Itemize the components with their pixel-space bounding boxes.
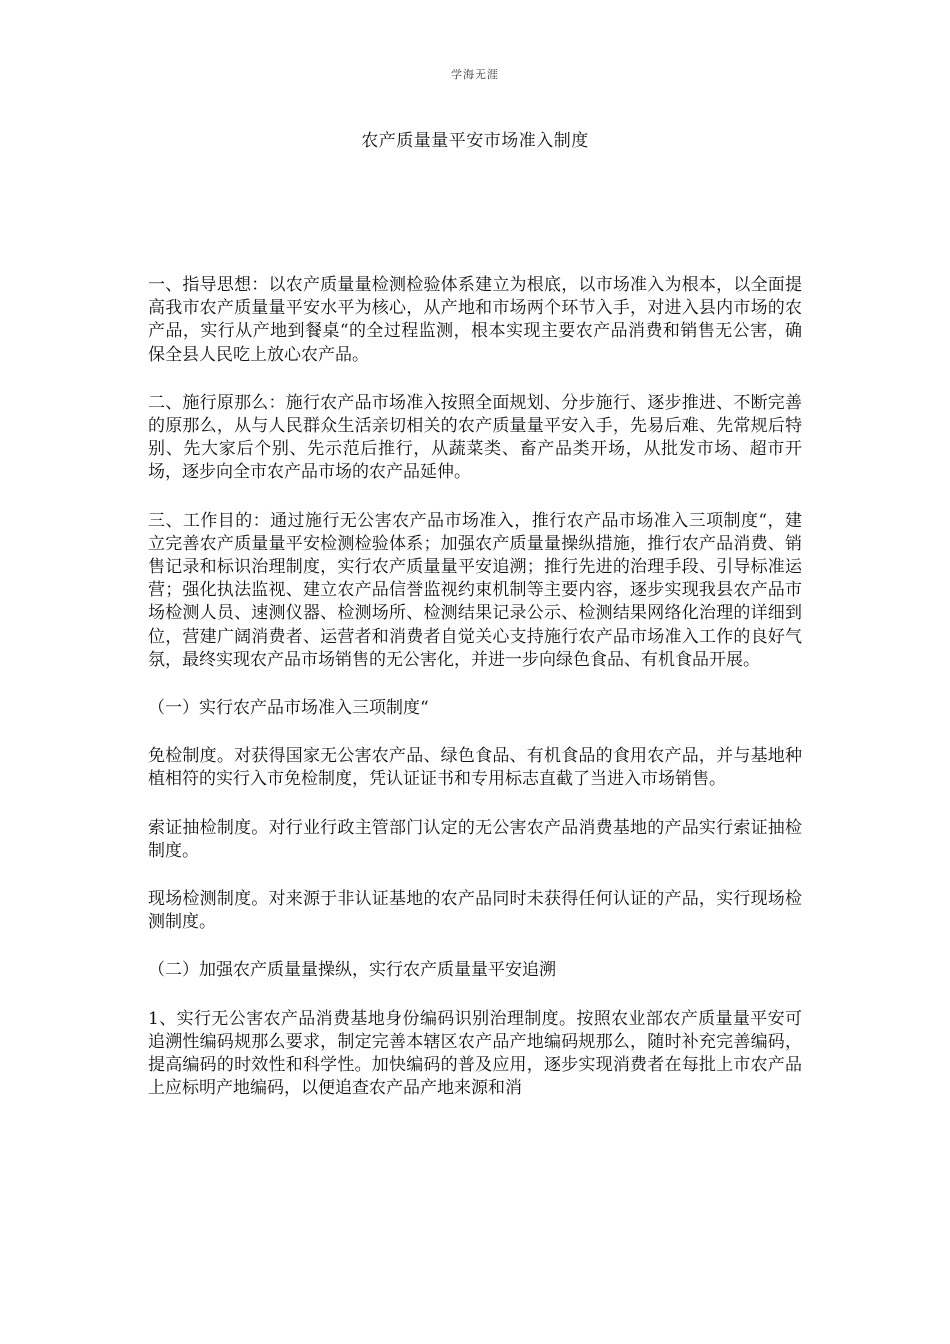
paragraph-onsite-testing: 现场检测制度。对来源于非认证基地的农产品同时未获得任何认证的产品，实行现场检测制度。: [148, 889, 802, 933]
document-title: 农产质量量平安市场准入制度: [361, 131, 589, 151]
section-heading-three-systems: （一）实行农产品市场准入三项制度“: [148, 698, 429, 719]
paragraph-identity-coding: 1、实行无公害农产品消费基地身份编码识别治理制度。按照农业部农产质量量平安可追溯性编码规那么要求，制定完善本辖区农产品产地编码规那么，随时补充完善编码，提高编码的时效性和科学性。加快编码的普及应用，逐步实现消费者在每批上市农产品上应标明产地编码，以便追查农产品产地来源和消: [148, 1008, 802, 1099]
paragraph-work-goal: 三、工作目的：通过施行无公害农产品市场准入，推行农产品市场准入三项制度“，建立完善农产质量量平安检测检验体系；加强农产质量量操纵措施，推行农产品消费、销售记录和标识治理制度，实行农产质量量平安追溯；推行先进的治理手段、引导标准运营；强化执法监视、建立农产品信誉监视约束机制等主要内容，逐步实现我县农产品市场检测人员、速测仪器、检测场所、检测结果记录公示、检测结果网络化治理的详细到位，营建广阔消费者、运营者和消费者自觉关心支持施行农产品市场准入工作的良好气氛，最终实现农产品市场销售的无公害化，并进一步向绿色食品、有机食品开展。: [148, 510, 802, 670]
page-header: 学海无涯: [451, 68, 499, 81]
document-body: [148, 274, 802, 1125]
section-heading-quality-control: （二）加强农产质量量操纵，实行农产质量量平安追溯: [148, 960, 556, 981]
paragraph-exemption-system: 免检制度。对获得国家无公害农产品、绿色食品、有机食品的食用农产品，并与基地种植相符的实行入市免检制度，凭认证证书和专用标志直截了当进入市场销售。: [148, 746, 802, 790]
paragraph-certificate-spot-check: 索证抽检制度。对行业行政主管部门认定的无公害农产品消费基地的产品实行索证抽检制度。: [148, 817, 802, 861]
paragraph-principle: 二、施行原那么：施行农产品市场准入按照全面规划、分步施行、逐步推进、不断完善的原那么，从与人民群众生活亲切相关的农产质量量平安入手，先易后难、先常规后特别、先大家后个别、先示范后推行，从蔬菜类、畜产品类开场，从批发市场、超市开场，逐步向全市农产品市场的农产品延伸。: [148, 392, 802, 483]
paragraph-guiding-thought: 一、指导思想：以农产质量量检测检验体系建立为根底，以市场准入为根本，以全面提高我市农产质量量平安水平为核心，从产地和市场两个环节入手，对进入县内市场的农产品，实行从产地到餐桌“的全过程监测，根本实现主要农产品消费和销售无公害，确保全县人民吃上放心农产品。: [148, 275, 802, 365]
